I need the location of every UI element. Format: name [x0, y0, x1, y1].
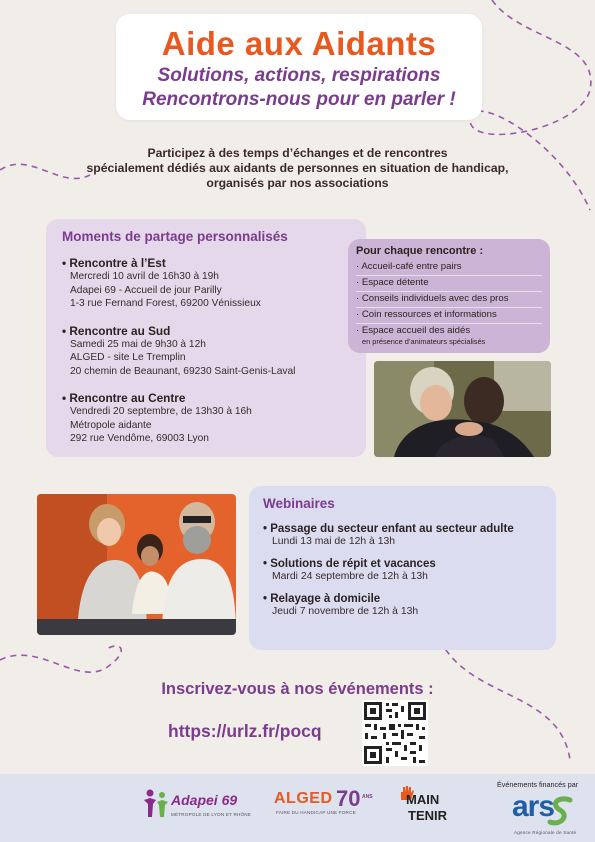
event-item-est [62, 256, 350, 311]
webinaire-item [263, 523, 542, 548]
ars-logo [510, 790, 580, 836]
webinaire-date: Lundi 13 mai de 12h à 13h [272, 536, 396, 547]
webinaire-item [263, 558, 542, 583]
pour-item: · Conseils individuels avec des pros [356, 292, 542, 308]
event-address: 1-3 rue Fernand Forest, 69200 Vénissieux [70, 298, 261, 309]
webinaires-title: Webinaires [263, 496, 335, 511]
maintenir-line-2: TENIR [408, 808, 447, 823]
pour-item: · Coin ressources et informations [356, 308, 542, 324]
event-place: Adapei 69 - Accueil de jour Parilly [70, 284, 222, 296]
alged-logo [274, 788, 384, 828]
webinaire-date: Mardi 24 septembre de 12h à 13h [272, 571, 428, 582]
intro-line: organisés par nos associations [206, 176, 389, 190]
alged-ans: ANS [362, 794, 373, 800]
maintenir-logo [398, 784, 458, 834]
event-address: 292 rue Vendôme, 69003 Lyon [70, 433, 209, 444]
photo-hug [374, 361, 551, 457]
alged-anniversary-number: 70 [336, 786, 361, 811]
event-title: • Rencontre au Centre [62, 391, 186, 405]
pour-item: · Accueil-café entre pairs [356, 260, 542, 276]
webinaire-title: • Passage du secteur enfant au secteur adulte [263, 523, 514, 535]
adapei-tagline: MÉTROPOLE DE LYON ET RHÔNE [171, 812, 252, 817]
event-item-centre [62, 391, 350, 446]
subtitle-1: Solutions, actions, respirations [157, 65, 441, 86]
adapei-figures-icon [143, 788, 169, 818]
event-place: ALGED - site Le Tremplin [70, 352, 186, 363]
pour-item: · Espace détente [356, 276, 542, 292]
registration-link[interactable]: https://urlz.fr/pocq [168, 721, 322, 741]
event-date: Mercredi 10 avril de 16h30 à 19h [70, 271, 219, 282]
pour-item-last [356, 324, 542, 348]
footer-logos [0, 774, 595, 842]
moments-box [46, 219, 366, 457]
event-address: 20 chemin de Beaunant, 69230 Saint-Genis-Laval [70, 365, 296, 377]
webinaire-title: • Solutions de répit et vacances [263, 558, 436, 570]
event-date: Samedi 25 mai de 9h30 à 12h [70, 338, 206, 350]
header-card [116, 14, 482, 120]
ars-subtitle: Agence Régionale de Santé [514, 830, 577, 835]
alged-tagline: FAIRE DU HANDICAP UNE FORCE [276, 810, 356, 815]
event-item-sud [62, 324, 350, 379]
subtitle-2: Rencontrons-nous pour en parler ! [142, 89, 456, 110]
maintenir-line-1: MAIN [406, 792, 440, 807]
pour-item-subtext: en présence d’animateurs spécialisés [362, 337, 486, 346]
event-title: • Rencontre à l’Est [62, 256, 166, 270]
ars-wordmark: ars [512, 790, 555, 823]
intro-text [60, 146, 535, 191]
intro-line: spécialement dédiés aux aidants de personnes en situation de handicap, [86, 161, 509, 175]
qr-code[interactable] [362, 700, 428, 766]
webinaires-box [249, 486, 556, 650]
webinaire-item [263, 593, 542, 618]
pour-item-text: · Espace accueil des aidés [356, 325, 471, 336]
moments-title: Moments de partage personnalisés [62, 229, 288, 244]
pour-chaque-rencontre-box [348, 239, 550, 353]
pour-title: Pour chaque rencontre : [356, 245, 484, 257]
alged-name: ALGED [274, 790, 333, 807]
photo-family [37, 494, 236, 635]
webinaire-title: • Relayage à domicile [263, 593, 381, 605]
webinaire-date: Jeudi 7 novembre de 12h à 13h [272, 606, 419, 617]
event-title: • Rencontre au Sud [62, 323, 171, 338]
adapei-name: Adapei 69 [171, 792, 238, 808]
intro-line: Participez à des temps d’échanges et de rencontres [147, 146, 448, 160]
financed-by-text: Événements financés par [497, 780, 579, 789]
cta-text: Inscrivez-vous à nos événements : [161, 680, 434, 698]
event-date: Vendredi 20 septembre, de 13h30 à 16h [70, 406, 252, 417]
event-place: Métropole aidante [70, 419, 152, 431]
ars-swoosh-icon [546, 794, 576, 828]
page-title: Aide aux Aidants [161, 25, 437, 62]
